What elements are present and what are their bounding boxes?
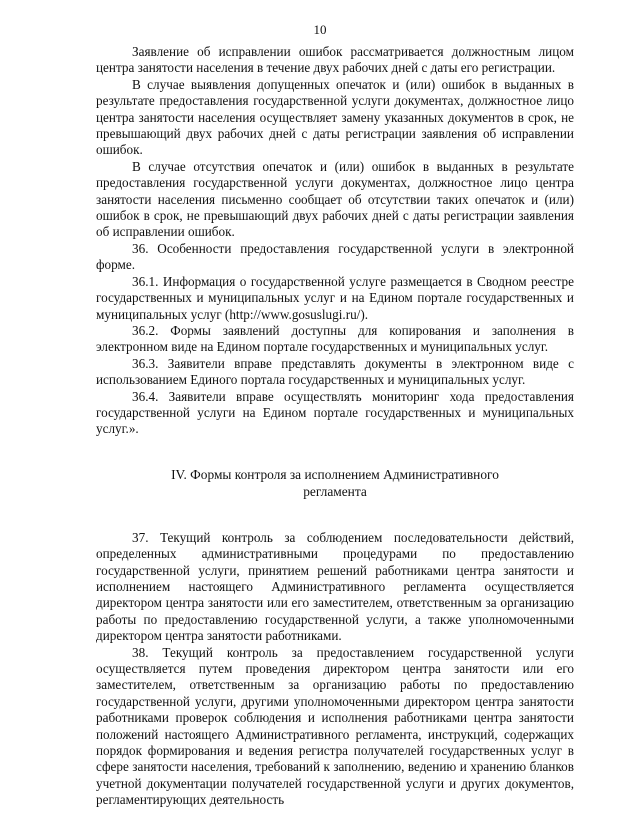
paragraph: 36. Особенности предоставления государственной услуги в электронной форме. [96, 240, 574, 273]
paragraph: 38. Текущий контроль за предоставлением государственной услуги осуществляется путем проведения директором центра занятости или его заместителем, ответственным за организацию работы по предоставлению государственной услуги, другими уполномоченными директором центра занятости работниками проверок соблюдения и исполнения работниками центра занятости положений настоящего Административного регламента, инструкций, содержащих порядок формирования и ведения регистра получателей государственных услуг в сфере занятости населения, требований к заполнению, ведению и хранению бланков учетной документации получателей государственной услуги и других документов, регламентирующих деятельность [96, 644, 574, 808]
section-heading-line-2: регламента [303, 483, 367, 499]
paragraph: 36.3. Заявители вправе представлять документы в электронном виде с использованием Единого портала государственных и муниципальных услуг. [96, 355, 574, 388]
paragraph: 36.1. Информация о государственной услуге размещается в Сводном реестре государственных и муниципальных услуг и на Едином портале государственных и муниципальных услуг (http://www.gosuslugi.ru/). [96, 273, 574, 322]
document-body [96, 44, 574, 809]
paragraph: 36.2. Формы заявлений доступны для копирования и заполнения в электронном виде на Едином портале государственных и муниципальных услуг. [96, 322, 574, 355]
paragraph: Заявление об исправлении ошибок рассматривается должностным лицом центра занятости населения в течение двух рабочих дней с даты его регистрации. [96, 44, 574, 76]
section-heading-line-1: IV. Формы контроля за исполнением Административного [171, 466, 499, 482]
paragraph: 37. Текущий контроль за соблюдением последовательности действий, определенных административными процедурами по предоставлению государственной услуги, принятием решений работниками центра занятости и исполнением настоящего Административного регламента осуществляется директором центра занятости или его заместителем, ответственным за организацию работы по предоставлению государственной услуги, а также уполномоченными директором центра занятости работниками. [96, 529, 574, 644]
section-heading [96, 466, 574, 500]
paragraph: В случае выявления допущенных опечаток и (или) ошибок в выданных в результате предоставления государственной услуги документах, должностное лицо центра занятости населения осуществляет замену указанных документов в срок, не превышающий двух рабочих дней с даты регистрации заявления об исправлении ошибок. [96, 76, 574, 158]
paragraph: В случае отсутствия опечаток и (или) ошибок в выданных в результате предоставления государственной услуги документах, должностное лицо центра занятости населения письменно сообщает об отсутствии таких опечаток и (или) ошибок в срок, не превышающий двух рабочих дней с даты регистрации заявления об исправлении ошибок. [96, 158, 574, 240]
page-number: 10 [313, 22, 327, 37]
paragraph: 36.4. Заявители вправе осуществлять мониторинг хода предоставления государственной услуги на Едином портале государственных и муниципальных услуг.». [96, 388, 574, 437]
